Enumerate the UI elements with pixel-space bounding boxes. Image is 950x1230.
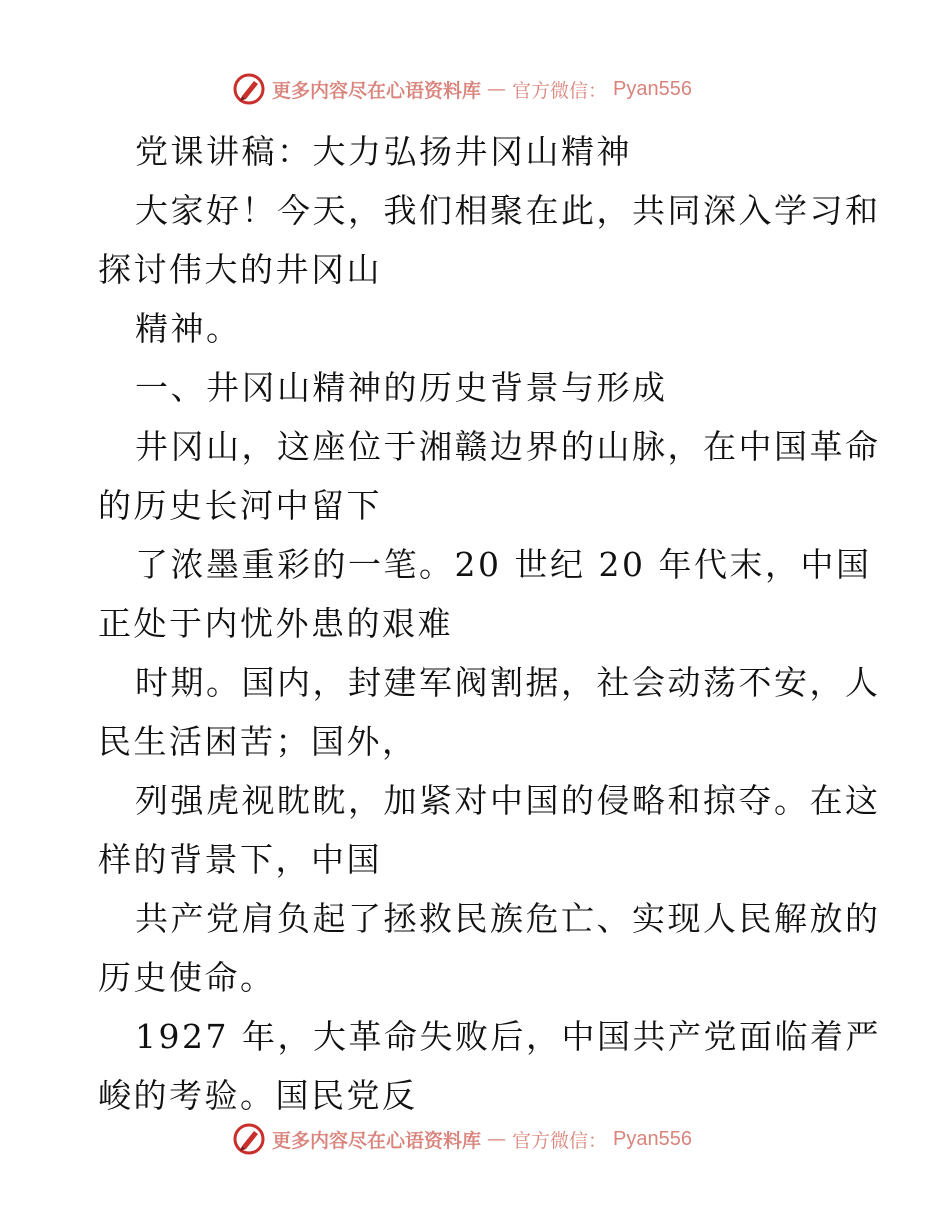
text-line: 精神。: [135, 309, 242, 348]
watermark-main-text: 更多内容尽在心语资料库: [272, 79, 482, 102]
text-line: 一、井冈山精神的历史背景与形成: [135, 368, 668, 407]
text-line: 1927 年，大革命失败后，中国共产党面临着严: [135, 1017, 881, 1056]
text-line: 样的背景下，中国: [98, 840, 382, 879]
text-line: 峻的考验。国民党反: [98, 1076, 418, 1115]
text-line: 民生活困苦；国外，: [98, 722, 418, 761]
pen-logo-icon: [232, 1122, 266, 1156]
text-line: 的历史长河中留下: [98, 486, 382, 525]
text-line: 党课讲稿：大力弘扬井冈山精神: [135, 132, 632, 171]
watermark-wechat-label: 官方微信：: [512, 1129, 608, 1152]
text-line: 列强虎视眈眈，加紧对中国的侵略和掠夺。在这: [135, 781, 881, 820]
text-line: 大家好！今天，我们相聚在此，共同深入学习和: [135, 191, 881, 230]
watermark-dash: —: [487, 78, 507, 100]
document-body: [98, 122, 881, 1125]
pen-logo-icon: [232, 72, 266, 106]
text-line: 历史使命。: [98, 958, 276, 997]
watermark-main-text: 更多内容尽在心语资料库: [272, 1129, 482, 1152]
watermark-wechat-id: Pyan556: [613, 1127, 692, 1150]
text-line: 井冈山，这座位于湘赣边界的山脉，在中国革命: [135, 427, 881, 466]
text-line: 探讨伟大的井冈山: [98, 250, 382, 289]
text-line: 了浓墨重彩的一笔。20 世纪 20 年代末，中国: [135, 545, 872, 584]
header-watermark: [232, 72, 692, 106]
text-line: 时期。国内，封建军阀割据，社会动荡不安，人: [135, 663, 881, 702]
watermark-wechat-label: 官方微信：: [512, 79, 608, 102]
watermark-wechat-id: Pyan556: [613, 77, 692, 100]
text-line: 共产党肩负起了拯救民族危亡、实现人民解放的: [135, 899, 881, 938]
footer-watermark: [232, 1122, 692, 1156]
watermark-dash: —: [487, 1128, 507, 1150]
text-line: 正处于内忧外患的艰难: [98, 604, 453, 643]
